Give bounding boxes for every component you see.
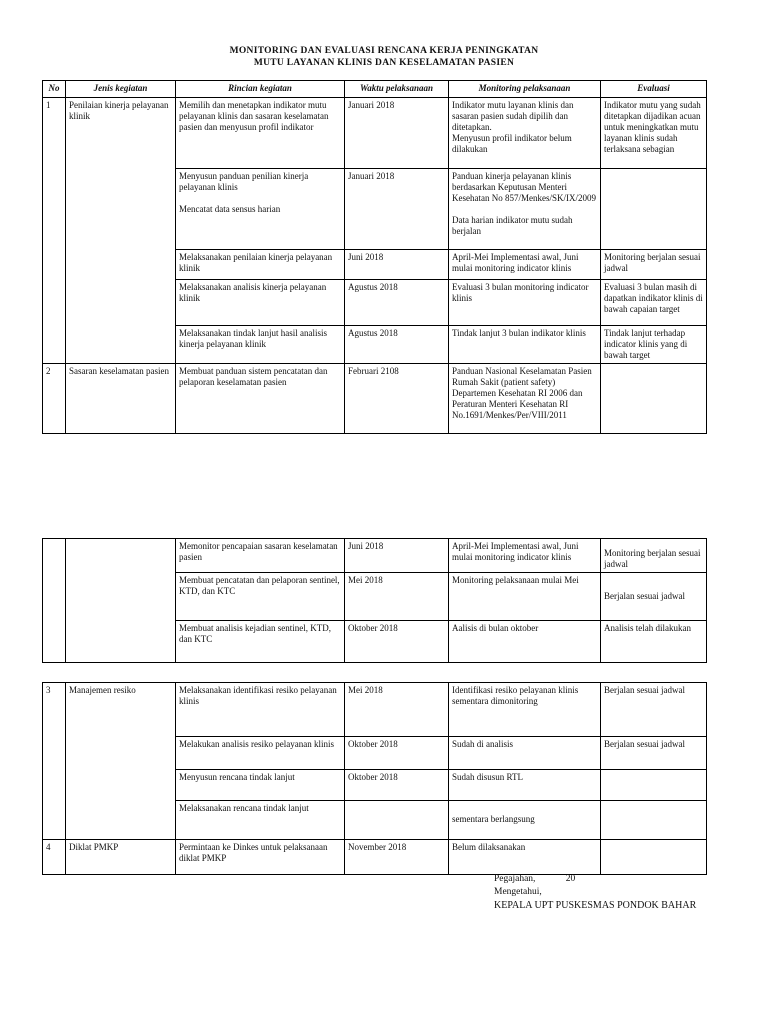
activity-monitoring: Belum dilaksanakan	[449, 840, 601, 875]
table-row	[43, 539, 707, 573]
activity-monitoring: April-Mei Implementasi awal, Juni mulai monitoring indicator klinis	[449, 250, 601, 280]
activity-monitoring: Panduan Nasional Keselamatan Pasien Rumah Sakit (patient safety) Departemen Kesehatan RI 2006 dan Peraturan Menteri Kesehatan RI No.1691/Menkes/Per/VIII/2011	[449, 364, 601, 434]
table-header-row	[43, 81, 707, 98]
activity-detail-a: Menyusun panduan penilian kinerja pelayanan klinis	[179, 171, 309, 192]
row-number: 1	[43, 98, 66, 364]
activity-detail: Memilih dan menetapkan indikator mutu pelayanan klinis dan sasaran keselamatan pasien dan menyusun profil indikator	[176, 98, 345, 169]
activity-evaluation	[601, 169, 707, 250]
activity-monitoring: Identifikasi resiko pelayanan klinis sementara dimonitoring	[449, 683, 601, 737]
activity-monitoring: Monitoring pelaksanaan mulai Mei	[449, 573, 601, 621]
activity-monitoring: Aalisis di bulan oktober	[449, 621, 601, 663]
activity-time: Januari 2018	[345, 98, 449, 169]
row-number: 4	[43, 840, 66, 875]
activity-detail	[176, 169, 345, 250]
activity-evaluation	[601, 801, 707, 840]
activity-detail: Melakukan analisis resiko pelayanan klinis	[176, 737, 345, 770]
activity-monitoring: April-Mei Implementasi awal, Juni mulai monitoring indicator klinis	[449, 539, 601, 573]
activity-detail: Membuat analisis kejadian sentinel, KTD, dan KTC	[176, 621, 345, 663]
activity-time: November 2018	[345, 840, 449, 875]
activity-type: Penilaian kinerja pelayanan klinik	[66, 98, 176, 364]
activity-monitoring: Evaluasi 3 bulan monitoring indicator klinis	[449, 280, 601, 326]
activity-evaluation: Evaluasi 3 bulan masih di dapatkan indikator klinis di bawah capaian target	[601, 280, 707, 326]
signature-acknowledged: Mengetahui,	[494, 887, 542, 897]
document-title-line1: MONITORING DAN EVALUASI RENCANA KERJA PENINGKATAN	[229, 46, 539, 56]
activity-monitoring-a: Panduan kinerja pelayanan klinis berdasarkan Keputusan Menteri Kesehatan No 857/Menkes/SK/IX/2009	[452, 171, 596, 203]
activity-monitoring: Sudah di analisis	[449, 737, 601, 770]
activity-time: Oktober 2018	[345, 770, 449, 801]
table-row	[43, 98, 707, 169]
monitoring-table-part2	[42, 538, 707, 663]
activity-evaluation: Monitoring berjalan sesuai jadwal	[601, 250, 707, 280]
monitoring-table-part1	[42, 80, 707, 434]
activity-evaluation: Indikator mutu yang sudah ditetapkan dijadikan acuan untuk meningkatkan mutu layanan klinis sudah terlaksana sebagian	[601, 98, 707, 169]
table-row	[43, 840, 707, 875]
activity-detail-b: Mencatat data sensus harian	[179, 204, 281, 214]
row-number: 2	[43, 364, 66, 434]
activity-evaluation: Monitoring berjalan sesuai jadwal	[601, 539, 707, 573]
activity-evaluation: Berjalan sesuai jadwal	[601, 573, 707, 621]
activity-evaluation: Berjalan sesuai jadwal	[601, 737, 707, 770]
activity-time: Mei 2018	[345, 683, 449, 737]
activity-time: Juni 2018	[345, 250, 449, 280]
activity-detail: Melaksanakan identifikasi resiko pelayanan klinis	[176, 683, 345, 737]
activity-evaluation	[601, 364, 707, 434]
monitoring-table-part3	[42, 682, 707, 875]
header-rincian-kegiatan: Rincian kegiatan	[176, 81, 345, 98]
header-waktu-pelaksanaan: Waktu pelaksanaan	[345, 81, 449, 98]
activity-monitoring: Indikator mutu layanan klinis dan sasaran pasien sudah dipilih dan ditetapkan. Menyusun profil indikator belum dilakukan	[449, 98, 601, 169]
activity-evaluation: Berjalan sesuai jadwal	[601, 683, 707, 737]
activity-detail: Permintaan ke Dinkes untuk pelaksanaan diklat PMKP	[176, 840, 345, 875]
activity-monitoring-b: Data harian indikator mutu sudah berjalan	[452, 215, 573, 236]
activity-detail: Melaksanakan tindak lanjut hasil analisis kinerja pelayanan klinik	[176, 326, 345, 364]
activity-monitoring	[449, 801, 601, 840]
activity-monitoring-text: sementara berlangsung	[452, 814, 535, 824]
table-row	[43, 364, 707, 434]
activity-time: Oktober 2018	[345, 621, 449, 663]
activity-detail: Membuat panduan sistem pencatatan dan pelaporan keselamatan pasien	[176, 364, 345, 434]
activity-evaluation: Tindak lanjut terhadap indicator klinis yang di bawah target	[601, 326, 707, 364]
activity-time: Februari 2108	[345, 364, 449, 434]
activity-monitoring	[449, 169, 601, 250]
signature-block	[494, 873, 696, 912]
activity-time: Agustus 2018	[345, 326, 449, 364]
activity-detail: Memonitor pencapaian sasaran keselamatan pasien	[176, 539, 345, 573]
activity-evaluation	[601, 840, 707, 875]
signature-place-line	[494, 873, 696, 886]
activity-evaluation: Analisis telah dilakukan	[601, 621, 707, 663]
activity-detail: Membuat pencatatan dan pelaporan sentinel, KTD, dan KTC	[176, 573, 345, 621]
row-number: 3	[43, 683, 66, 840]
activity-time: Mei 2018	[345, 573, 449, 621]
activity-detail: Menyusun rencana tindak lanjut	[176, 770, 345, 801]
signature-position: KEPALA UPT PUSKESMAS PONDOK BAHAR	[494, 900, 697, 911]
activity-detail: Melaksanakan penilaian kinerja pelayanan klinik	[176, 250, 345, 280]
header-monitoring-pelaksanaan: Monitoring pelaksanaan	[449, 81, 601, 98]
activity-detail: Melaksanakan rencana tindak lanjut	[176, 801, 345, 840]
activity-detail: Melaksanakan analisis kinerja pelayanan klinik	[176, 280, 345, 326]
activity-time	[345, 801, 449, 840]
activity-monitoring: Tindak lanjut 3 bulan indikator klinis	[449, 326, 601, 364]
header-no: No	[43, 81, 66, 98]
table-row	[43, 683, 707, 737]
activity-time: Januari 2018	[345, 169, 449, 250]
activity-type: Manajemen resiko	[66, 683, 176, 840]
activity-type: Sasaran keselamatan pasien	[66, 364, 176, 434]
activity-type: Diklat PMKP	[66, 840, 176, 875]
header-jenis-kegiatan: Jenis kegiatan	[66, 81, 176, 98]
signature-year: 20	[565, 874, 576, 884]
activity-type	[66, 539, 176, 663]
document-title-line2: MUTU LAYANAN KLINIS DAN KESELAMATAN PASIEN	[253, 58, 515, 68]
header-evaluasi: Evaluasi	[601, 81, 707, 98]
activity-time: Juni 2018	[345, 539, 449, 573]
signature-place: Pegajahan,	[494, 874, 536, 884]
activity-monitoring: Sudah disusun RTL	[449, 770, 601, 801]
activity-time: Agustus 2018	[345, 280, 449, 326]
activity-evaluation	[601, 770, 707, 801]
row-number	[43, 539, 66, 663]
activity-time: Oktober 2018	[345, 737, 449, 770]
